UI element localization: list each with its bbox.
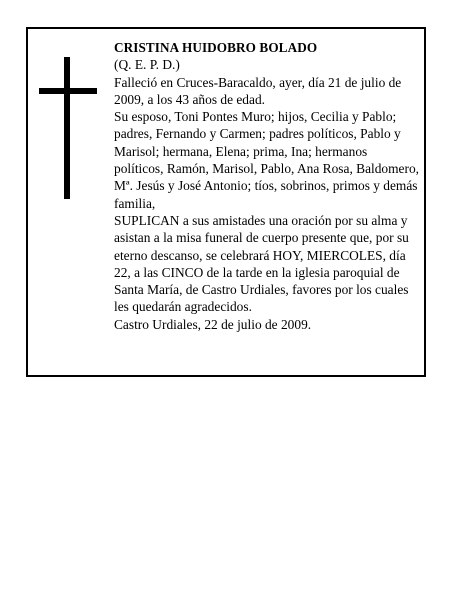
notice-text [114, 39, 420, 333]
funeral-request: SUPLICAN a sus amistades una oración por su alma y asistan a la misa funeral de cuerpo presente que, por su eterno descanso, se celebrará HOY, MIERCOLES, día 22, a las CINCO de la tarde en la iglesia paroquial de Santa María, de Castro Urdiales, favores por los cuales les quedarán agradecidos. [114, 212, 409, 315]
cross-vertical-bar [64, 57, 70, 199]
rip-abbreviation: (Q. E. P. D.) [114, 57, 180, 73]
place-date: Castro Urdiales, 22 de julio de 2009. [114, 316, 312, 332]
death-statement: Falleció en Cruces-Baracaldo, ayer, día 21 de julio de 2009, a los 43 años de edad. [114, 74, 402, 107]
deceased-name: CRISTINA HUIDOBRO BOLADO [114, 40, 318, 55]
cross-horizontal-bar [39, 88, 97, 94]
obituary-notice [26, 27, 426, 377]
family-list: Su esposo, Toni Pontes Muro; hijos, Cecilia y Pablo; padres, Fernando y Carmen; padres políticos, Pablo y Marisol; hermana, Elena; prima, Ina; hermanos políticos, Ramón, Marisol, Pablo, Ana Rosa, Baldomero, Mª. Jesús y José Antonio; tíos, sobrinos, primos y demás familia, [114, 109, 419, 211]
latin-cross-icon [39, 57, 97, 199]
